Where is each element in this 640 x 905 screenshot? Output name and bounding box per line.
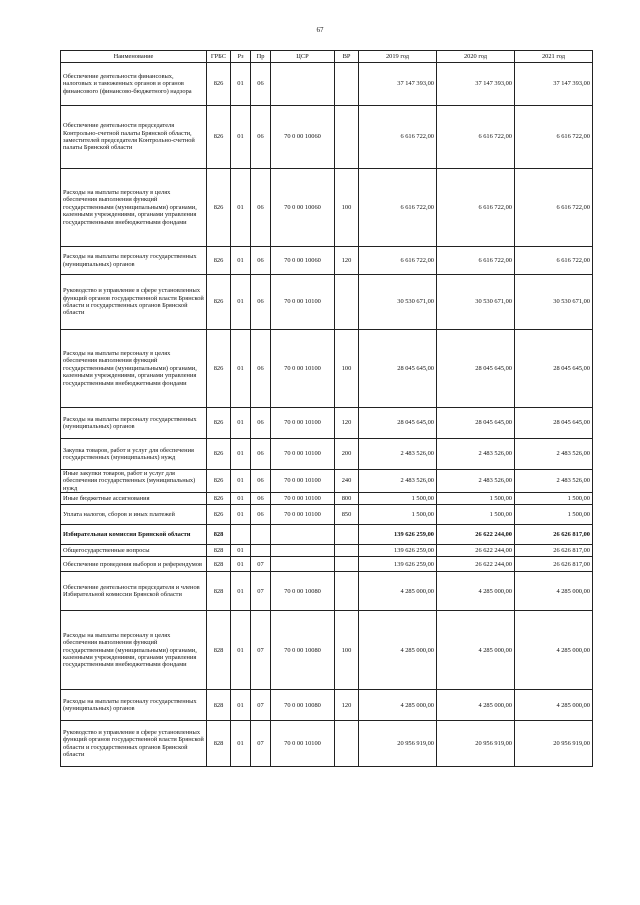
table-cell-grbs: 826 (207, 493, 231, 505)
header-2021: 2021 год (515, 51, 593, 63)
table-cell-csr: 70 0 00 10060 (271, 247, 335, 275)
table-cell-2021: 2 483 526,00 (515, 470, 593, 493)
table-cell-2020: 26 622 244,00 (437, 557, 515, 572)
table-cell-2020: 6 616 722,00 (437, 106, 515, 169)
table-cell-vr: 120 (335, 690, 359, 721)
table-cell-grbs: 826 (207, 408, 231, 439)
table-cell-vr (335, 525, 359, 545)
table-cell-name: Расходы на выплаты персоналу в целях обеспечения выполнения функций государственными (муниципальными) органами, казенными учреждениями, органами управления государственными внебюджетными фондами (61, 169, 207, 247)
table-cell-csr: 70 0 00 10100 (271, 470, 335, 493)
table-cell-csr: 70 0 00 10100 (271, 439, 335, 470)
table-cell-pr (251, 545, 271, 557)
table-cell-name: Расходы на выплаты персоналу государственных (муниципальных) органов (61, 690, 207, 721)
table-cell-vr (335, 545, 359, 557)
table-cell-grbs: 826 (207, 275, 231, 330)
table-cell-2021: 6 616 722,00 (515, 247, 593, 275)
table-row (61, 408, 593, 439)
table-cell-csr: 70 0 00 10100 (271, 275, 335, 330)
table-cell-grbs: 828 (207, 611, 231, 690)
table-row (61, 721, 593, 767)
table-cell-2019: 2 483 526,00 (359, 470, 437, 493)
table-cell-rz: 01 (231, 247, 251, 275)
table-cell-name: Руководство и управление в сфере установленных функций органов государственной власти Брянской области и государственных органов Брянской области (61, 721, 207, 767)
table-cell-name: Обеспечение проведения выборов и референдумов (61, 557, 207, 572)
table-cell-grbs: 826 (207, 169, 231, 247)
table-cell-vr (335, 63, 359, 106)
table-cell-2019: 4 285 000,00 (359, 611, 437, 690)
table-cell-pr: 07 (251, 557, 271, 572)
table-cell-2019: 2 483 526,00 (359, 439, 437, 470)
table-cell-rz: 01 (231, 63, 251, 106)
table-cell-2021: 1 500,00 (515, 505, 593, 525)
table-cell-vr (335, 572, 359, 611)
table-cell-csr: 70 0 00 10060 (271, 106, 335, 169)
table-cell-rz: 01 (231, 572, 251, 611)
table-cell-pr: 06 (251, 408, 271, 439)
table-cell-2021: 6 616 722,00 (515, 106, 593, 169)
table-cell-2021: 30 530 671,00 (515, 275, 593, 330)
table-cell-vr (335, 275, 359, 330)
table-cell-2021: 37 147 393,00 (515, 63, 593, 106)
table-cell-2019: 1 500,00 (359, 505, 437, 525)
table-cell-pr: 06 (251, 493, 271, 505)
table-cell-2020: 28 045 645,00 (437, 408, 515, 439)
table-cell-2021: 2 483 526,00 (515, 439, 593, 470)
table-cell-name: Избирательная комиссия Брянской области (61, 525, 207, 545)
table-cell-grbs: 828 (207, 690, 231, 721)
table-cell-2020: 2 483 526,00 (437, 470, 515, 493)
table-cell-grbs: 826 (207, 63, 231, 106)
table-cell-name: Расходы на выплаты персоналу в целях обеспечения выполнения функций государственными (муниципальными) органами, казенными учреждениями, органами управления государственными внебюджетными фондами (61, 611, 207, 690)
table-cell-pr (251, 525, 271, 545)
table-cell-pr: 06 (251, 439, 271, 470)
table-cell-rz: 01 (231, 611, 251, 690)
table-cell-rz: 01 (231, 439, 251, 470)
table-cell-grbs: 826 (207, 330, 231, 408)
table-cell-2021: 26 626 817,00 (515, 545, 593, 557)
table-row (61, 63, 593, 106)
table-cell-grbs: 826 (207, 470, 231, 493)
table-cell-name: Обеспечение деятельности председателя и членов Избирательной комиссии Брянской области (61, 572, 207, 611)
table-cell-vr (335, 721, 359, 767)
table-cell-vr: 200 (335, 439, 359, 470)
table-cell-csr: 70 0 00 10100 (271, 408, 335, 439)
table-row (61, 493, 593, 505)
header-2020: 2020 год (437, 51, 515, 63)
table-row (61, 690, 593, 721)
table-cell-2020: 28 045 645,00 (437, 330, 515, 408)
table-cell-csr: 70 0 00 10100 (271, 505, 335, 525)
table-cell-2021: 26 626 817,00 (515, 557, 593, 572)
table-cell-name: Обеспечение деятельности председателя Контрольно-счетной палаты Брянской области, заместителей председателя Контрольно-счетной палаты Брянской области (61, 106, 207, 169)
budget-table (60, 50, 593, 767)
table-cell-2020: 2 483 526,00 (437, 439, 515, 470)
table-cell-2020: 4 285 000,00 (437, 572, 515, 611)
table-cell-2020: 20 956 919,00 (437, 721, 515, 767)
table-cell-2020: 6 616 722,00 (437, 169, 515, 247)
table-cell-2021: 26 626 817,00 (515, 525, 593, 545)
table-cell-rz: 01 (231, 330, 251, 408)
table-cell-vr: 100 (335, 611, 359, 690)
table-cell-2019: 30 530 671,00 (359, 275, 437, 330)
table-cell-rz: 01 (231, 106, 251, 169)
table-cell-vr: 120 (335, 408, 359, 439)
table-cell-2021: 28 045 645,00 (515, 330, 593, 408)
table-cell-2020: 6 616 722,00 (437, 247, 515, 275)
table-cell-2019: 139 626 259,00 (359, 525, 437, 545)
header-grbs: ГРБС (207, 51, 231, 63)
table-cell-2020: 4 285 000,00 (437, 690, 515, 721)
table-cell-2019: 6 616 722,00 (359, 106, 437, 169)
table-cell-rz: 01 (231, 275, 251, 330)
table-cell-grbs: 828 (207, 572, 231, 611)
table-cell-pr: 06 (251, 505, 271, 525)
table-row (61, 169, 593, 247)
table-cell-pr: 06 (251, 63, 271, 106)
table-cell-csr: 70 0 00 10080 (271, 611, 335, 690)
table-cell-rz: 01 (231, 493, 251, 505)
table-cell-name: Иные бюджетные ассигнования (61, 493, 207, 505)
table-cell-2019: 6 616 722,00 (359, 169, 437, 247)
table-cell-vr: 850 (335, 505, 359, 525)
table-row (61, 470, 593, 493)
table-cell-pr: 06 (251, 106, 271, 169)
table-cell-grbs: 826 (207, 106, 231, 169)
table-cell-pr: 07 (251, 611, 271, 690)
table-cell-2019: 1 500,00 (359, 493, 437, 505)
header-vr: ВР (335, 51, 359, 63)
table-row (61, 330, 593, 408)
table-cell-2019: 37 147 393,00 (359, 63, 437, 106)
table-cell-csr: 70 0 00 10060 (271, 169, 335, 247)
table-cell-pr: 06 (251, 275, 271, 330)
table-row (61, 247, 593, 275)
table-cell-pr: 07 (251, 572, 271, 611)
table-cell-csr (271, 525, 335, 545)
table-cell-rz: 01 (231, 557, 251, 572)
table-cell-vr: 120 (335, 247, 359, 275)
table-cell-csr (271, 63, 335, 106)
table-cell-2021: 1 500,00 (515, 493, 593, 505)
table-cell-2019: 139 626 259,00 (359, 557, 437, 572)
table-cell-name: Руководство и управление в сфере установленных функций органов государственной власти Брянской области и государственных органов Брянской области (61, 275, 207, 330)
table-cell-2020: 26 622 244,00 (437, 545, 515, 557)
table-cell-rz: 01 (231, 470, 251, 493)
table-cell-rz (231, 525, 251, 545)
header-pr: Пр (251, 51, 271, 63)
table-cell-2019: 139 626 259,00 (359, 545, 437, 557)
table-cell-grbs: 828 (207, 545, 231, 557)
table-row (61, 557, 593, 572)
table-cell-name: Расходы на выплаты персоналу государственных (муниципальных) органов (61, 408, 207, 439)
table-cell-name: Закупка товаров, работ и услуг для обеспечения государственных (муниципальных) нужд (61, 439, 207, 470)
table-cell-rz: 01 (231, 690, 251, 721)
table-cell-grbs: 828 (207, 721, 231, 767)
table-cell-pr: 07 (251, 690, 271, 721)
table-cell-grbs: 826 (207, 505, 231, 525)
table-cell-2021: 20 956 919,00 (515, 721, 593, 767)
table-cell-2020: 1 500,00 (437, 493, 515, 505)
table-cell-2021: 28 045 645,00 (515, 408, 593, 439)
table-cell-name: Расходы на выплаты персоналу в целях обеспечения выполнения функций государственными (муниципальными) органами, казенными учреждениями, органами управления государственными внебюджетными фондами (61, 330, 207, 408)
table-cell-csr (271, 557, 335, 572)
table-cell-csr: 70 0 00 10100 (271, 721, 335, 767)
table-cell-vr: 100 (335, 169, 359, 247)
header-rz: Рз (231, 51, 251, 63)
table-cell-rz: 01 (231, 721, 251, 767)
table-row (61, 275, 593, 330)
table-cell-grbs: 828 (207, 557, 231, 572)
table-cell-csr: 70 0 00 10080 (271, 572, 335, 611)
header-2019: 2019 год (359, 51, 437, 63)
table-cell-name: Расходы на выплаты персоналу государственных (муниципальных) органов (61, 247, 207, 275)
table-cell-csr: 70 0 00 10100 (271, 493, 335, 505)
table-cell-grbs: 826 (207, 247, 231, 275)
table-cell-rz: 01 (231, 408, 251, 439)
table-cell-vr: 240 (335, 470, 359, 493)
table-cell-2019: 4 285 000,00 (359, 690, 437, 721)
table-cell-2020: 37 147 393,00 (437, 63, 515, 106)
page-number: 67 (316, 26, 324, 34)
table-cell-2020: 1 500,00 (437, 505, 515, 525)
table-row (61, 439, 593, 470)
table-cell-vr: 800 (335, 493, 359, 505)
table-cell-csr (271, 545, 335, 557)
table-cell-vr (335, 557, 359, 572)
table-cell-pr: 06 (251, 330, 271, 408)
table-cell-csr: 70 0 00 10080 (271, 690, 335, 721)
table-cell-pr: 06 (251, 247, 271, 275)
table-cell-grbs: 826 (207, 439, 231, 470)
table-row (61, 572, 593, 611)
table-cell-rz: 01 (231, 169, 251, 247)
table-cell-2021: 4 285 000,00 (515, 572, 593, 611)
table-row (61, 106, 593, 169)
table-cell-name: Обеспечение деятельности финансовых, налоговых и таможенных органов и органов финансового (финансово-бюджетного) надзора (61, 63, 207, 106)
table-cell-name: Иные закупки товаров, работ и услуг для обеспечения государственных (муниципальных) нужд (61, 470, 207, 493)
table-cell-2020: 4 285 000,00 (437, 611, 515, 690)
table-cell-2020: 30 530 671,00 (437, 275, 515, 330)
table-cell-name: Общегосударственные вопросы (61, 545, 207, 557)
header-row (61, 51, 593, 63)
table-cell-pr: 07 (251, 721, 271, 767)
table-cell-vr: 100 (335, 330, 359, 408)
table-cell-2021: 4 285 000,00 (515, 690, 593, 721)
table-cell-pr: 06 (251, 169, 271, 247)
table-cell-csr: 70 0 00 10100 (271, 330, 335, 408)
table-cell-2021: 4 285 000,00 (515, 611, 593, 690)
table-row (61, 611, 593, 690)
table-row (61, 525, 593, 545)
table-cell-2019: 6 616 722,00 (359, 247, 437, 275)
header-name: Наименование (61, 51, 207, 63)
table-cell-vr (335, 106, 359, 169)
table-cell-rz: 01 (231, 545, 251, 557)
table-row (61, 505, 593, 525)
table-cell-2019: 4 285 000,00 (359, 572, 437, 611)
table-cell-2021: 6 616 722,00 (515, 169, 593, 247)
table-cell-2019: 20 956 919,00 (359, 721, 437, 767)
table-cell-name: Уплата налогов, сборов и иных платежей (61, 505, 207, 525)
table-cell-2019: 28 045 645,00 (359, 330, 437, 408)
table-row (61, 545, 593, 557)
table-cell-2019: 28 045 645,00 (359, 408, 437, 439)
table-cell-rz: 01 (231, 505, 251, 525)
table-cell-pr: 06 (251, 470, 271, 493)
table-cell-2020: 26 622 244,00 (437, 525, 515, 545)
header-csr: ЦСР (271, 51, 335, 63)
table-cell-grbs: 828 (207, 525, 231, 545)
